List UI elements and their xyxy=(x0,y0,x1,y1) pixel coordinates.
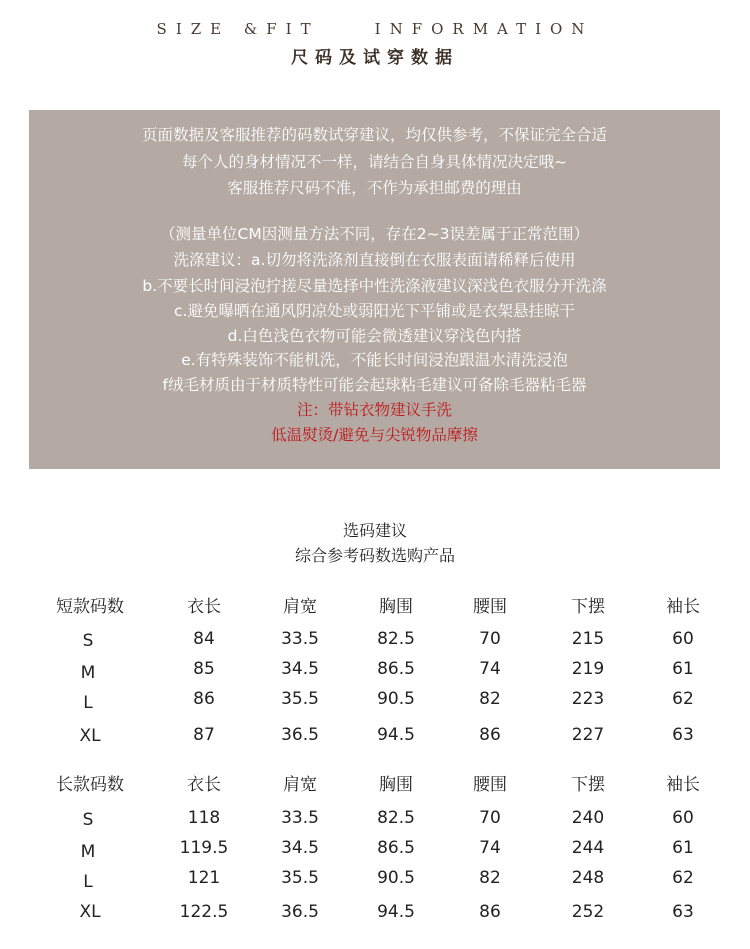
table-cell: 82 xyxy=(479,868,501,888)
notice-line: 每个人的身材情况不一样，请结合自身具体情况决定哦~ xyxy=(182,153,567,171)
table-cell: 82 xyxy=(479,689,501,709)
table-cell: 252 xyxy=(571,902,605,922)
table-cell: L xyxy=(83,872,93,892)
table-cell: 86 xyxy=(479,902,501,922)
table-cell: 82.5 xyxy=(377,808,415,828)
notice-line: 客服推荐尺码不准，不作为承担邮费的理由 xyxy=(227,179,522,197)
short-table-header: 下摆 xyxy=(571,597,605,617)
table-cell: 36.5 xyxy=(281,902,319,922)
table-cell: 70 xyxy=(479,629,501,649)
table-cell: 87 xyxy=(193,725,215,745)
notice-warning-line: 注：带钻衣物建议手洗 xyxy=(296,401,452,419)
long-table-header: 肩宽 xyxy=(283,775,317,795)
table-cell: 219 xyxy=(571,659,605,679)
table-cell: 63 xyxy=(672,902,694,922)
table-cell: 74 xyxy=(479,838,501,858)
notice-line: e.有特殊装饰不能机洗，不能长时间浸泡跟温水清洗浸泡 xyxy=(181,351,568,369)
table-cell: 215 xyxy=(571,629,605,649)
table-cell: 62 xyxy=(672,689,694,709)
table-cell: 94.5 xyxy=(377,902,415,922)
notice-line: 洗涤建议：a.切勿将洗涤剂直接倒在衣服表面请稀释后使用 xyxy=(173,251,576,269)
long-table-header: 长款码数 xyxy=(56,775,124,795)
table-cell: 90.5 xyxy=(377,868,415,888)
table-cell: 85 xyxy=(193,659,215,679)
notice-line: b.不要长时间浸泡拧搓尽量选择中性洗涤液建议深浅色衣服分开洗涤 xyxy=(142,277,607,295)
table-cell: XL xyxy=(79,726,101,746)
long-table-header: 下摆 xyxy=(571,775,605,795)
notice-line: d.白色浅色衣物可能会微透建议穿浅色内搭 xyxy=(227,327,522,345)
header-title-cn: 尺码及试穿数据 xyxy=(291,48,459,68)
notice-panel xyxy=(29,110,720,469)
table-cell: 86 xyxy=(193,689,215,709)
table-cell: 82.5 xyxy=(377,629,415,649)
table-cell: 60 xyxy=(672,629,694,649)
table-cell: 119.5 xyxy=(179,838,229,858)
table-cell: S xyxy=(82,810,94,830)
table-cell: 62 xyxy=(672,868,694,888)
table-cell: 122.5 xyxy=(179,902,229,922)
table-cell: 35.5 xyxy=(281,868,319,888)
long-table-header: 腰围 xyxy=(473,775,507,795)
table-cell: 74 xyxy=(479,659,501,679)
table-cell: 90.5 xyxy=(377,689,415,709)
short-table-header: 肩宽 xyxy=(283,597,317,617)
table-cell: 223 xyxy=(571,689,605,709)
notice-line: c.避免曝晒在通风阴凉处或弱阳光下平铺或是衣架悬挂晾干 xyxy=(174,302,575,320)
notice-line: f绒毛材质由于材质特性可能会起球粘毛建议可备除毛器粘毛器 xyxy=(162,376,587,394)
table-cell: 84 xyxy=(193,629,215,649)
short-table-header: 袖长 xyxy=(666,597,700,617)
suggestion-title: 选码建议 xyxy=(342,521,407,540)
table-cell: M xyxy=(80,663,96,683)
table-cell: 86.5 xyxy=(377,838,415,858)
table-cell: M xyxy=(80,842,96,862)
table-cell: 94.5 xyxy=(377,725,415,745)
table-cell: 33.5 xyxy=(281,629,319,649)
suggestion-subtitle: 综合参考码数选购产品 xyxy=(294,546,455,565)
table-cell: 60 xyxy=(672,808,694,828)
notice-line: 页面数据及客服推荐的码数试穿建议，均仅供参考，不保证完全合适 xyxy=(141,126,607,144)
long-table-header: 袖长 xyxy=(666,775,700,795)
table-cell: 121 xyxy=(187,868,221,888)
table-cell: 240 xyxy=(571,808,605,828)
table-cell: 118 xyxy=(187,808,221,828)
short-table-header: 短款码数 xyxy=(56,597,124,617)
table-cell: 35.5 xyxy=(281,689,319,709)
table-cell: 61 xyxy=(672,659,694,679)
notice-line: （测量单位CM因测量方法不同，存在2~3误差属于正常范围） xyxy=(160,225,589,243)
table-cell: 86.5 xyxy=(377,659,415,679)
table-cell: 227 xyxy=(571,725,605,745)
table-cell: 33.5 xyxy=(281,808,319,828)
table-cell: 248 xyxy=(571,868,605,888)
table-cell: XL xyxy=(79,902,101,922)
table-cell: 70 xyxy=(479,808,501,828)
short-table-header: 腰围 xyxy=(473,597,507,617)
long-table-header: 胸围 xyxy=(379,775,413,795)
notice-warning-line: 低温熨烫/避免与尖锐物品摩擦 xyxy=(271,426,478,444)
table-cell: 61 xyxy=(672,838,694,858)
table-cell: 63 xyxy=(672,725,694,745)
table-cell: 34.5 xyxy=(281,838,319,858)
table-cell: S xyxy=(82,631,94,651)
table-cell: 36.5 xyxy=(281,725,319,745)
short-table-header: 胸围 xyxy=(379,597,413,617)
table-cell: 34.5 xyxy=(281,659,319,679)
long-table-header: 衣长 xyxy=(187,775,221,795)
table-cell: L xyxy=(83,693,93,713)
header-title-en: SIZE &FIT INFORMATION xyxy=(156,20,594,38)
short-table-header: 衣长 xyxy=(187,597,221,617)
table-cell: 244 xyxy=(571,838,605,858)
table-cell: 86 xyxy=(479,725,501,745)
